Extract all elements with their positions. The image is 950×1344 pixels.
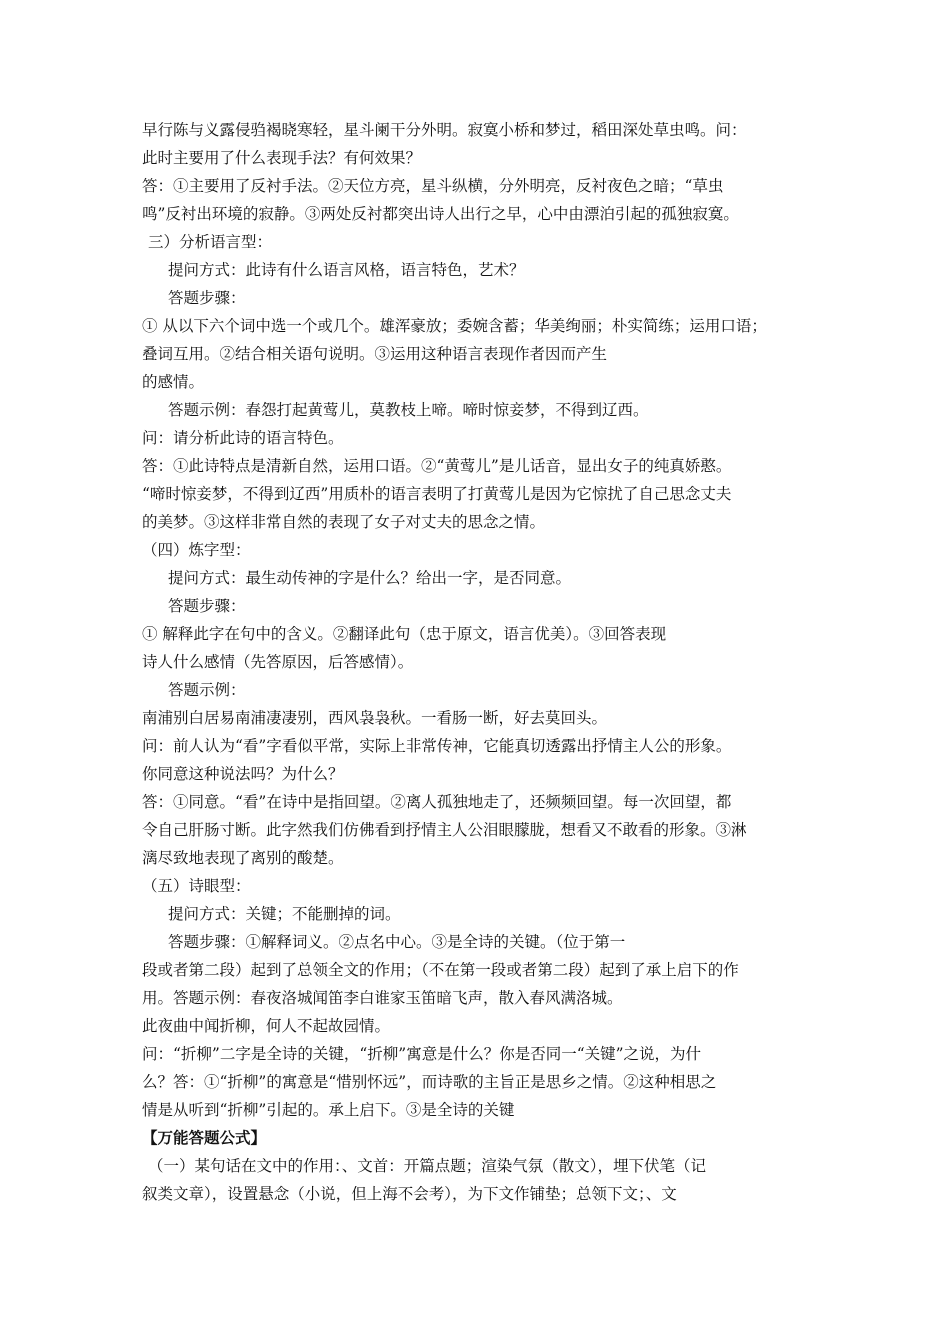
text-line: 么？答：①“折柳”的寓意是“惜别怀远”，而诗歌的主旨正是思乡之情。②这种相思之 [142, 1073, 717, 1091]
text-line: ① 解释此字在句中的含义。②翻译此句（忠于原文，语言优美）。③回答表现 [142, 625, 667, 643]
text-line: 问：前人认为“看”字看似平常，实际上非常传神，它能真切透露出抒情主人公的形象。 [142, 737, 732, 755]
section-heading: （五）诗眼型： [142, 877, 251, 895]
text-line: 的感情。 [142, 373, 205, 391]
text-line: 答题步骤：①解释词义。②点名中心。③是全诗的关键。（位于第一 [168, 933, 626, 951]
text-line: 答题步骤： [168, 289, 246, 307]
text-line: 答题示例： [168, 681, 246, 699]
text-line: 此夜曲中闻折柳，何人不起故园情。 [142, 1017, 391, 1035]
section-heading: 【万能答题公式】 [142, 1128, 267, 1147]
text-line: 答题示例：春怨打起黄莺儿，莫教枝上啼。啼时惊妾梦，不得到辽西。 [168, 401, 649, 419]
text-line: “啼时惊妾梦，不得到辽西”用质朴的语言表明了打黄莺儿是因为它惊扰了自己思念丈夫 [142, 485, 732, 503]
text-line: 问：“折柳”二字是全诗的关键，“折柳”寓意是什么？你是否同一“关键”之说，为什 [142, 1045, 702, 1063]
text-line: 答题步骤： [168, 597, 246, 615]
text-line: 早行陈与义露侵驺褐晓寒轻，星斗阑干分外明。寂寞小桥和梦过，稻田深处草虫鸣。问： [142, 121, 747, 139]
text-line: 此时主要用了什么表现手法？有何效果？ [142, 149, 422, 167]
text-line: 答：①主要用了反衬手法。②天位方亮，星斗纵横，分外明亮，反衬夜色之暗；“草虫 [142, 177, 724, 195]
text-line: 漓尽致地表现了离别的酸楚。 [142, 849, 344, 867]
text-line: 提问方式：关键；不能删掉的词。 [168, 905, 401, 923]
text-line: 提问方式：最生动传神的字是什么？给出一字，是否同意。 [168, 569, 572, 587]
text-line: 的美梦。③这样非常自然的表现了女子对丈夫的思念之情。 [142, 513, 546, 531]
text-line: 你同意这种说法吗？为什么？ [142, 765, 344, 783]
text-line: 情是从听到“折柳”引起的。承上启下。③是全诗的关键 [142, 1101, 515, 1119]
text-line: 诗人什么感情（先答原因，后答感情）。 [142, 653, 414, 671]
section-heading: （四）炼字型： [142, 541, 251, 559]
text-line: 提问方式：此诗有什么语言风格，语言特色，艺术？ [168, 261, 525, 279]
text-line: 问：请分析此诗的语言特色。 [142, 429, 344, 447]
text-line: 用。答题示例：春夜洛城闻笛李白谁家玉笛暗飞声，散入春风满洛城。 [142, 989, 623, 1007]
text-line: 段或者第二段）起到了总领全文的作用；（不在第一段或者第二段）起到了承上启下的作 [142, 961, 739, 979]
text-line: （一）某句话在文中的作用：、文首：开篇点题；渲染气氛（散文），埋下伏笔（记 [148, 1157, 707, 1175]
text-line: 令自己肝肠寸断。此字然我们仿佛看到抒情主人公泪眼朦胧，想看又不敢看的形象。③淋 [142, 821, 747, 839]
text-line: 叙类文章），设置悬念（小说，但上海不会考），为下文作铺垫；总领下文；、文 [142, 1185, 677, 1203]
text-line: 叠词互用。②结合相关语句说明。③运用这种语言表现作者因而产生 [142, 345, 608, 363]
text-line: 答：①此诗特点是清新自然，运用口语。②“黄莺儿”是儿话音，显出女子的纯真娇憨。 [142, 457, 732, 475]
text-line: 答：①同意。“看”在诗中是指回望。②离人孤独地走了，还频频回望。每一次回望，都 [142, 793, 732, 811]
text-line: ① 从以下六个词中选一个或几个。雄浑豪放；委婉含蓄；华美绚丽；朴实简练；运用口语； [142, 317, 767, 335]
section-heading: 三）分析语言型： [148, 233, 273, 251]
text-line: 鸣”反衬出环境的寂静。③两处反衬都突出诗人出行之早，心中由漂泊引起的孤独寂寞。 [142, 205, 739, 223]
text-line: 南浦别白居易南浦凄凄别，西风袅袅秋。一看肠一断，好去莫回头。 [142, 709, 608, 727]
